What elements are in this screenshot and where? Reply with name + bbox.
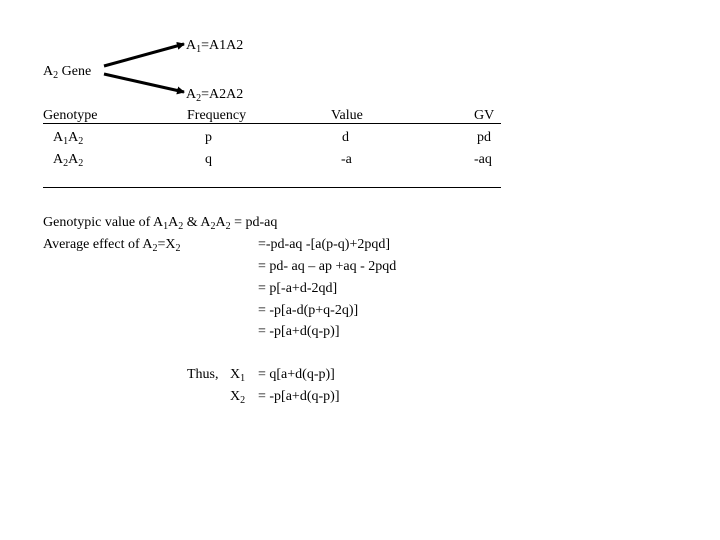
row2-frequency: q bbox=[205, 152, 212, 167]
row2-value: -a bbox=[341, 152, 352, 167]
header-gv: GV bbox=[474, 108, 495, 123]
gene-label: $A_2$ Gene bbox=[43, 64, 92, 81]
x2-symbol: $X_2$ bbox=[230, 389, 246, 406]
header-divider bbox=[43, 123, 501, 124]
row1-genotype: $A_1A_2$ bbox=[53, 130, 84, 147]
header-frequency: Frequency bbox=[187, 108, 247, 123]
header-genotype: Genotype bbox=[43, 108, 98, 123]
thus-label: Thus, bbox=[187, 367, 219, 382]
row1-gv: pd bbox=[477, 130, 491, 145]
x1-symbol: $X_1$ bbox=[230, 367, 246, 384]
x1-expression: = q[a+d(q-p)] bbox=[258, 367, 335, 382]
header-value: Value bbox=[331, 108, 363, 123]
branch-a2a2-label: $A_2=A2A2$ bbox=[186, 87, 244, 104]
branch-a1a2-label: $A_1=A1A2$ bbox=[186, 38, 244, 55]
row1-value: d bbox=[342, 130, 349, 145]
x2-expression: = -p[a+d(q-p)] bbox=[258, 389, 340, 404]
row2-genotype: $A_2A_2$ bbox=[53, 152, 84, 169]
row1-frequency: p bbox=[205, 130, 212, 145]
derivation-step-1: =-pd-aq -[a(p-q)+2pqd] bbox=[258, 237, 391, 252]
derivation-step-4: = -p[a-d(p+q-2q)] bbox=[258, 303, 359, 318]
row2-gv: -aq bbox=[474, 152, 492, 167]
genotypic-value-line: Genotypic value of $A_1A_2$ & $A_2A_2 = pd-aq$ bbox=[43, 215, 278, 232]
arrow-to-a2a2 bbox=[104, 74, 184, 92]
table-bottom-rule bbox=[43, 187, 501, 188]
derivation-step-3: = p[-a+d-2qd] bbox=[258, 281, 338, 296]
derivation-step-5: = -p[a+d(q-p)] bbox=[258, 324, 340, 339]
average-effect-label: Average effect of $A_2=X_2$ bbox=[43, 237, 181, 254]
derivation-step-2: = pd- aq – ap +aq - 2pqd bbox=[258, 259, 397, 274]
arrow-to-a1a2 bbox=[104, 44, 184, 66]
